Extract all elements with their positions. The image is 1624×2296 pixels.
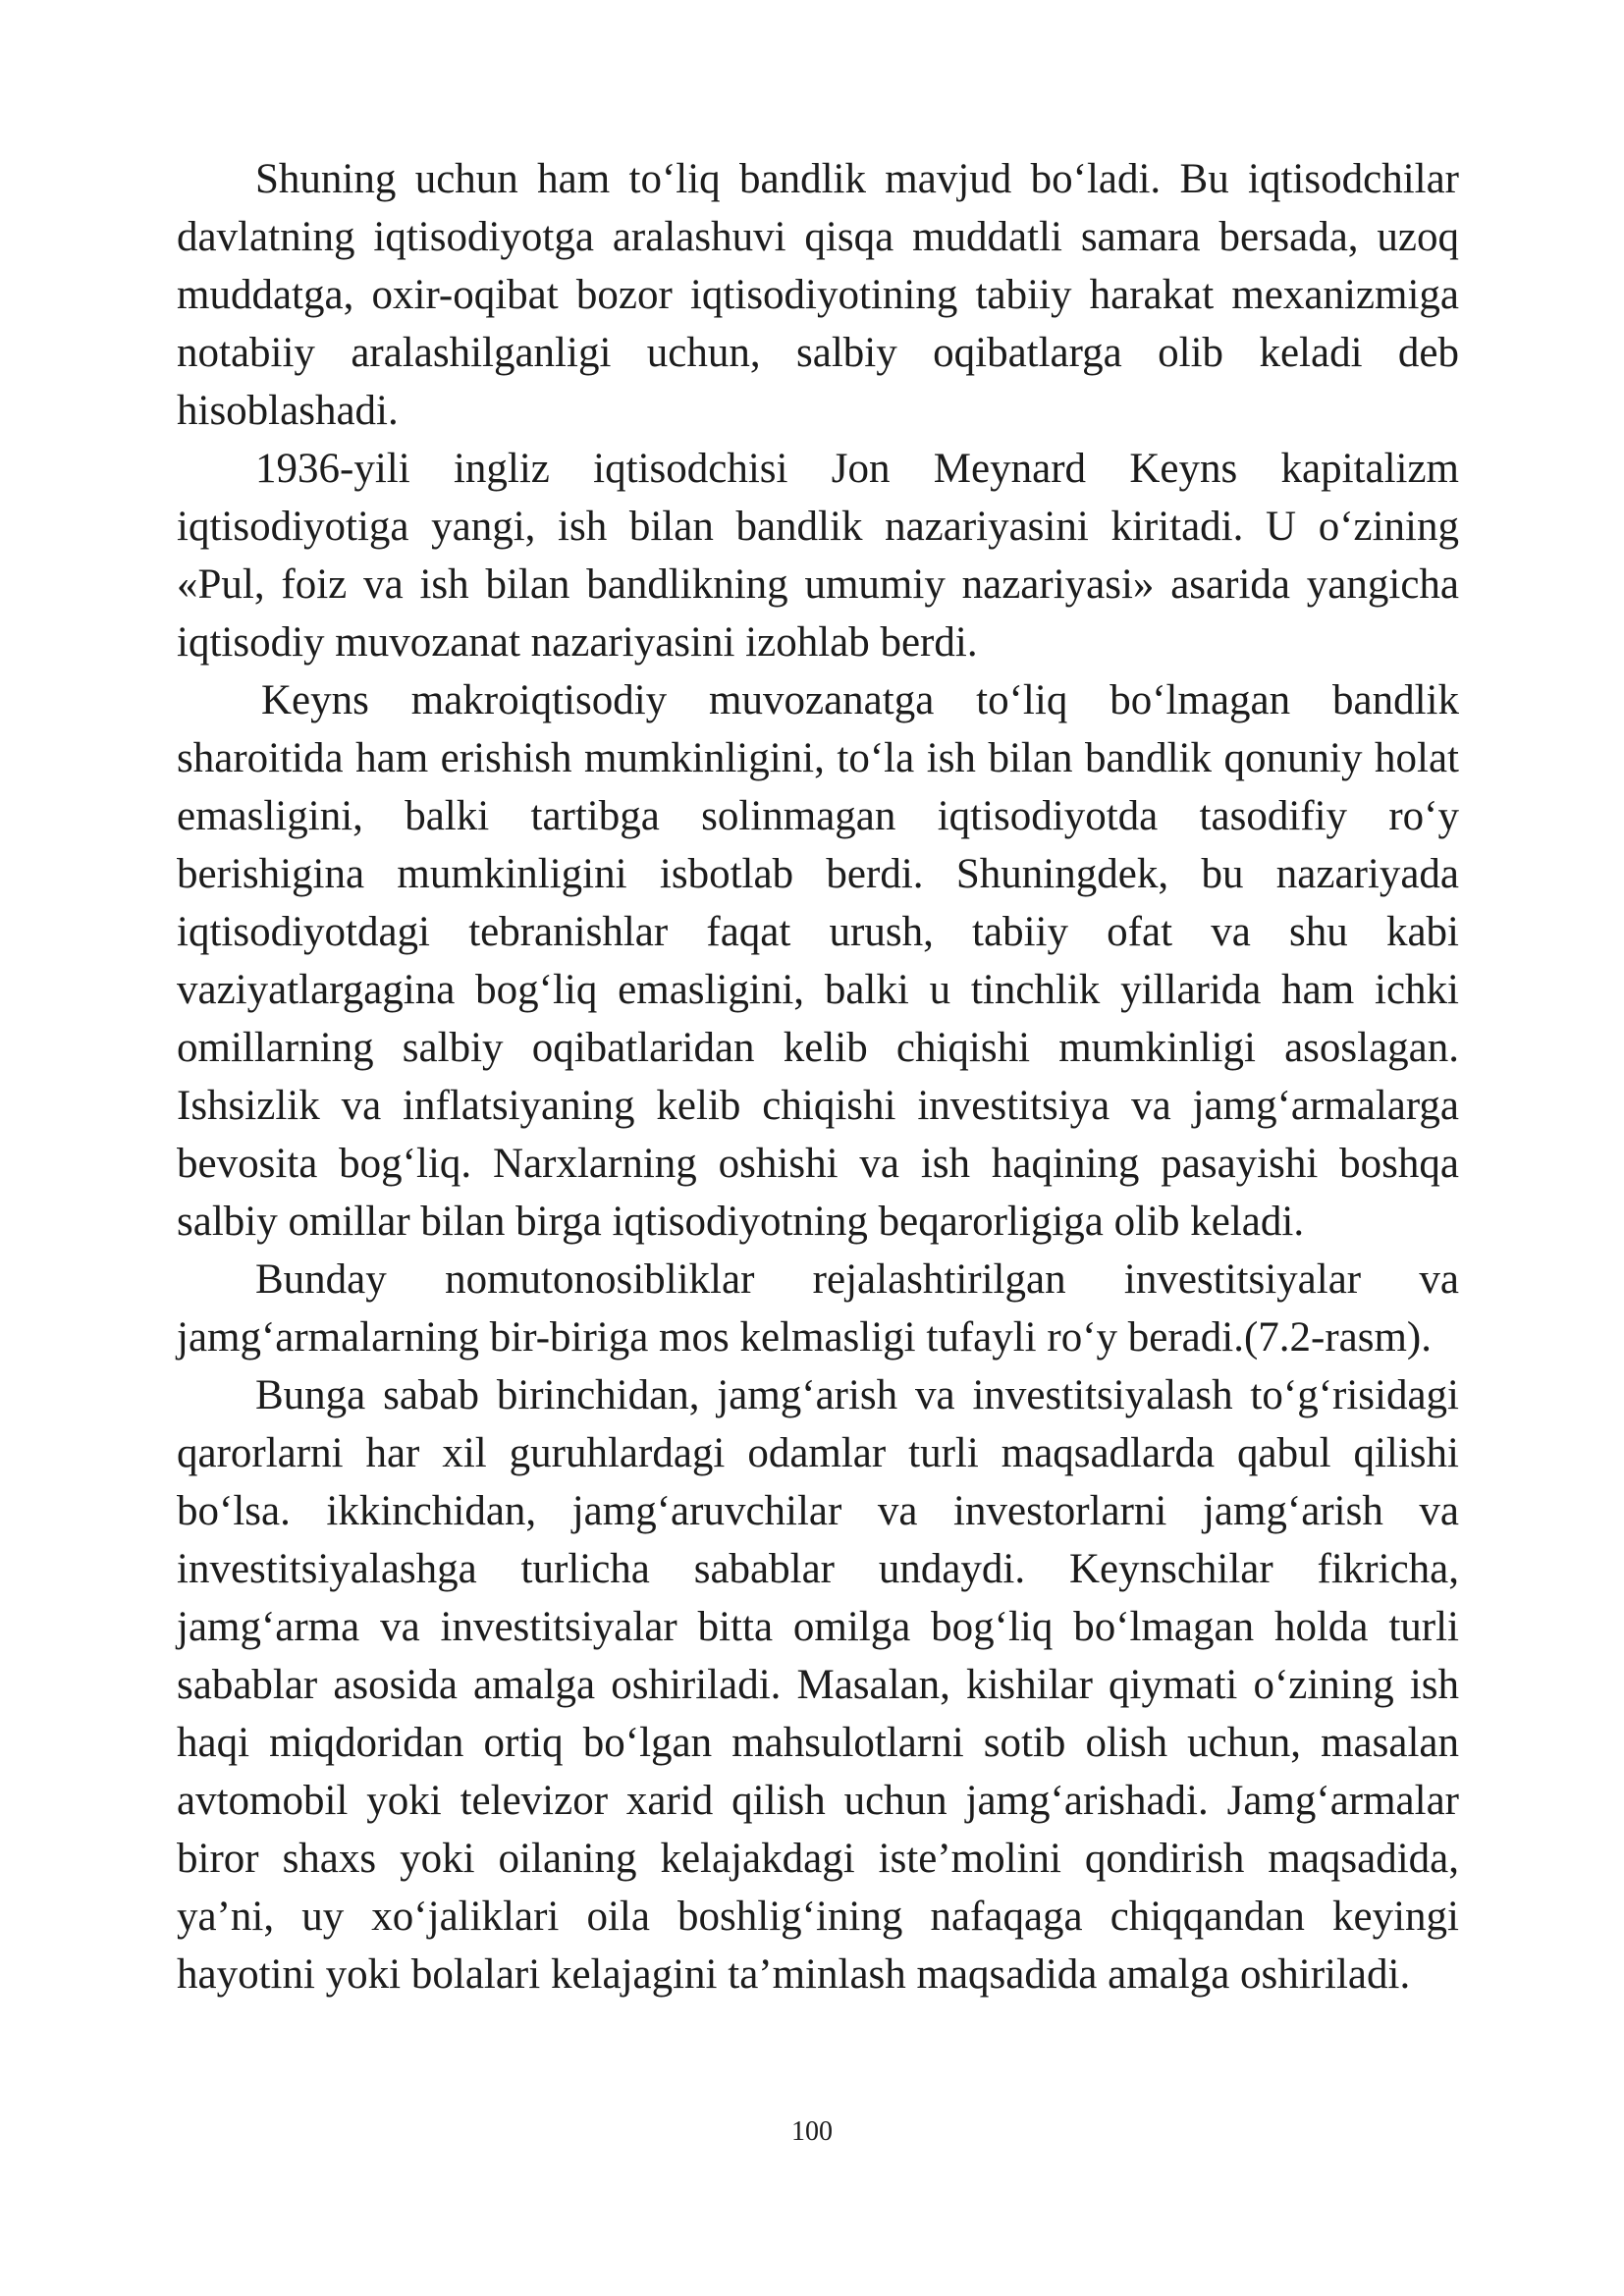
paragraph-2: 1936-yili ingliz iqtisodchisi Jon Meynard Keyns kapitalizm iqtisodiyotiga yangi, ish bilan bandlik nazariyasini kiritadi. U o‘zining «Pul, foiz va ish bilan bandlikning umumiy nazariyasi» asarida yangicha iqtisodiy muvozanat nazariyasini izohlab berdi. <box>177 446 1459 666</box>
paragraph-4: Bunday nomutonosibliklar rejalashtirilgan investitsiyalar va jamg‘armalarning bir-biriga mos kelmasligi tufayli ro‘y beradi.(7.2-rasm). <box>177 1256 1459 1361</box>
paragraph-5: Bunga sabab birinchidan, jamg‘arish va investitsiyalash to‘g‘risidagi qarorlarni har xil guruhlardagi odamlar turli maqsadlarda qabul qilishi bo‘lsa. ikkinchidan, jamg‘aruvchilar va investorlarni jamg‘arish va investitsiyalashga turlicha sabablar undaydi. Keynschilar fikricha, jamg‘arma va investitsiyalar bitta omilga bog‘liq bo‘lmagan holda turli sabablar asosida amalga oshiriladi. Masalan, kishilar qiymati o‘zining ish haqi miqdoridan ortiq bo‘lgan mahsulotlarni sotib olish uchun, masalan avtomobil yoki televizor xarid qilish uchun jamg‘arishadi. Jamg‘armalar biror shaxs yoki oilaning kelajakdagi iste’molini qondirish maqsadida, ya’ni, uy xo‘jaliklari oila boshlig‘ining nafaqaga chiqqandan keyingi hayotini yoki bolalari kelajagini ta’minlash maqsadida amalga oshiriladi. <box>177 1372 1459 1998</box>
paragraph-1: Shuning uchun ham to‘liq bandlik mavjud bo‘ladi. Bu iqtisodchilar davlatning iqtisodiyotga aralashuvi qisqa muddatli samara bersada, uzoq muddatga, oxir-oqibat bozor iqtisodiyotining tabiiy harakat mexanizmiga notabiiy aralashilganligi uchun, salbiy oqibatlarga olib keladi deb hisoblashadi. <box>177 156 1459 434</box>
paragraph-3: Keyns makroiqtisodiy muvozanatga to‘liq bo‘lmagan bandlik sharoitida ham erishish mumkinligini, to‘la ish bilan bandlik qonuniy holat emasligini, balki tartibga solinmagan iqtisodiyotda tasodifiy ro‘y berishigina mumkinligini isbotlab berdi. Shuningdek, bu nazariyada iqtisodiyotdagi tebranishlar faqat urush, tabiiy ofat va shu kabi vaziyatlargagina bog‘liq emasligini, balki u tinchlik yillarida ham ichki omillarning salbiy oqibatlaridan kelib chiqishi mumkinligi asoslagan. Ishsizlik va inflatsiyaning kelib chiqishi investitsiya va jamg‘armalarga bevosita bog‘liq. Narxlarning oshishi va ish haqining pasayishi boshqa salbiy omillar bilan birga iqtisodiyotning beqarorligiga olib keladi. <box>177 677 1459 1245</box>
page-number: 100 <box>791 2116 833 2147</box>
body-text <box>177 150 1459 2003</box>
